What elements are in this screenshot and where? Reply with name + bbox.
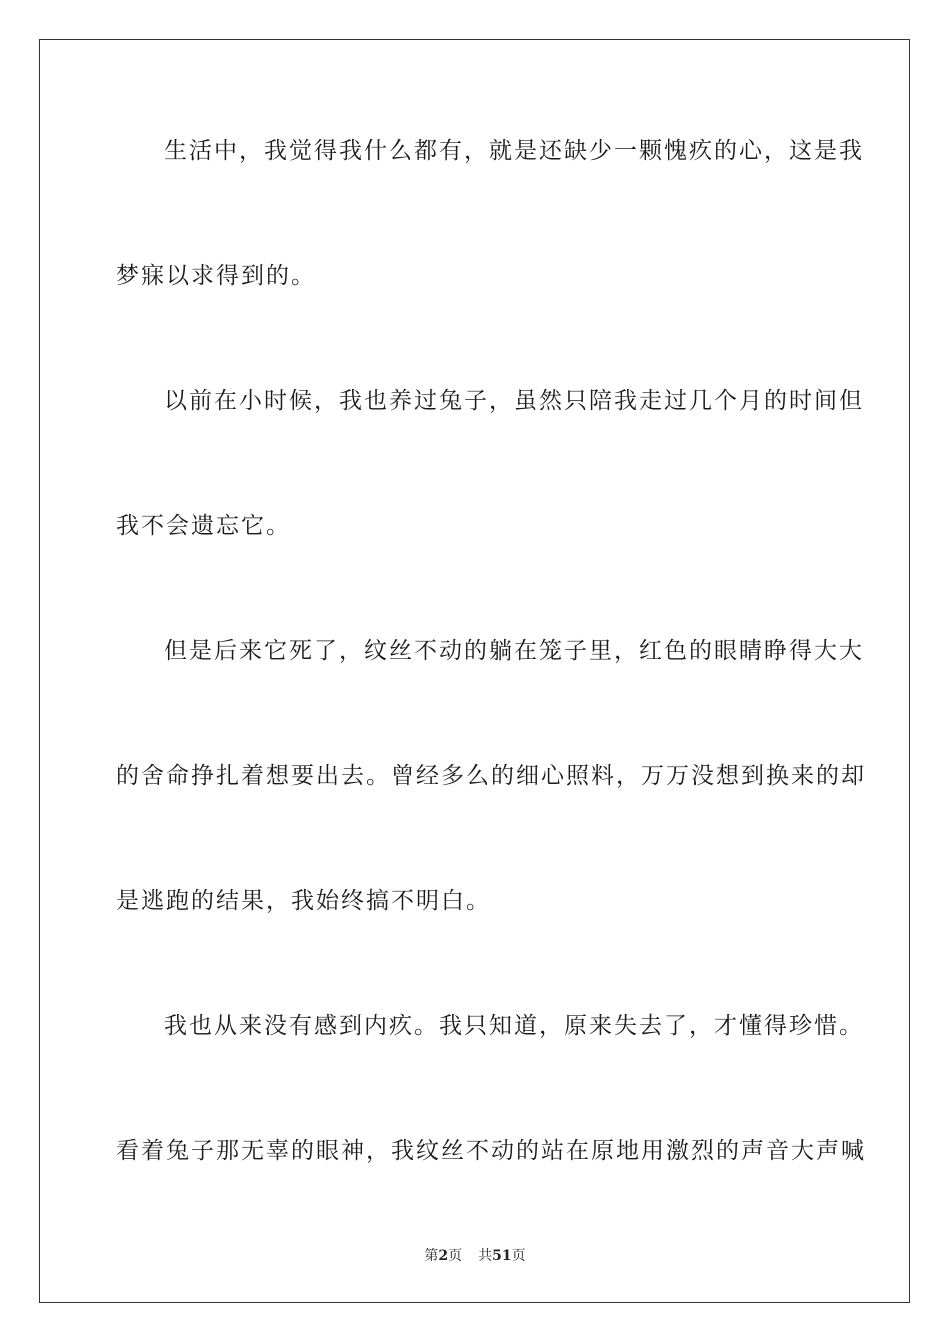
body-text-line: 梦寐以求得到的。 bbox=[116, 263, 316, 289]
body-text-line: 但是后来它死了，纹丝不动的躺在笼子里，红色的眼睛睁得大大 bbox=[164, 638, 864, 664]
body-text-line: 生活中，我觉得我什么都有，就是还缺少一颗愧疚的心，这是我 bbox=[164, 138, 864, 164]
body-text-line: 是逃跑的结果，我始终搞不明白。 bbox=[116, 888, 491, 914]
page-footer bbox=[0, 1247, 950, 1265]
body-text-line: 我不会遗忘它。 bbox=[116, 513, 291, 539]
total-suffix: 页 bbox=[511, 1248, 526, 1264]
page-prefix: 第 bbox=[424, 1248, 439, 1264]
body-text-line: 我也从来没有感到内疚。我只知道，原来失去了，才懂得珍惜。 bbox=[164, 1013, 864, 1039]
page-suffix: 页 bbox=[448, 1248, 463, 1264]
page-number: 2 bbox=[438, 1248, 449, 1264]
body-text-line: 的舍命挣扎着想要出去。曾经多么的细心照料，万万没想到换来的却 bbox=[116, 763, 866, 789]
total-prefix: 共 bbox=[478, 1248, 493, 1264]
total-pages: 51 bbox=[492, 1248, 512, 1264]
body-text-line: 看着兔子那无辜的眼神，我纹丝不动的站在原地用激烈的声音大声喊 bbox=[116, 1138, 866, 1164]
page-frame bbox=[39, 39, 910, 1303]
body-text-line: 以前在小时候，我也养过兔子，虽然只陪我走过几个月的时间但 bbox=[164, 388, 864, 414]
